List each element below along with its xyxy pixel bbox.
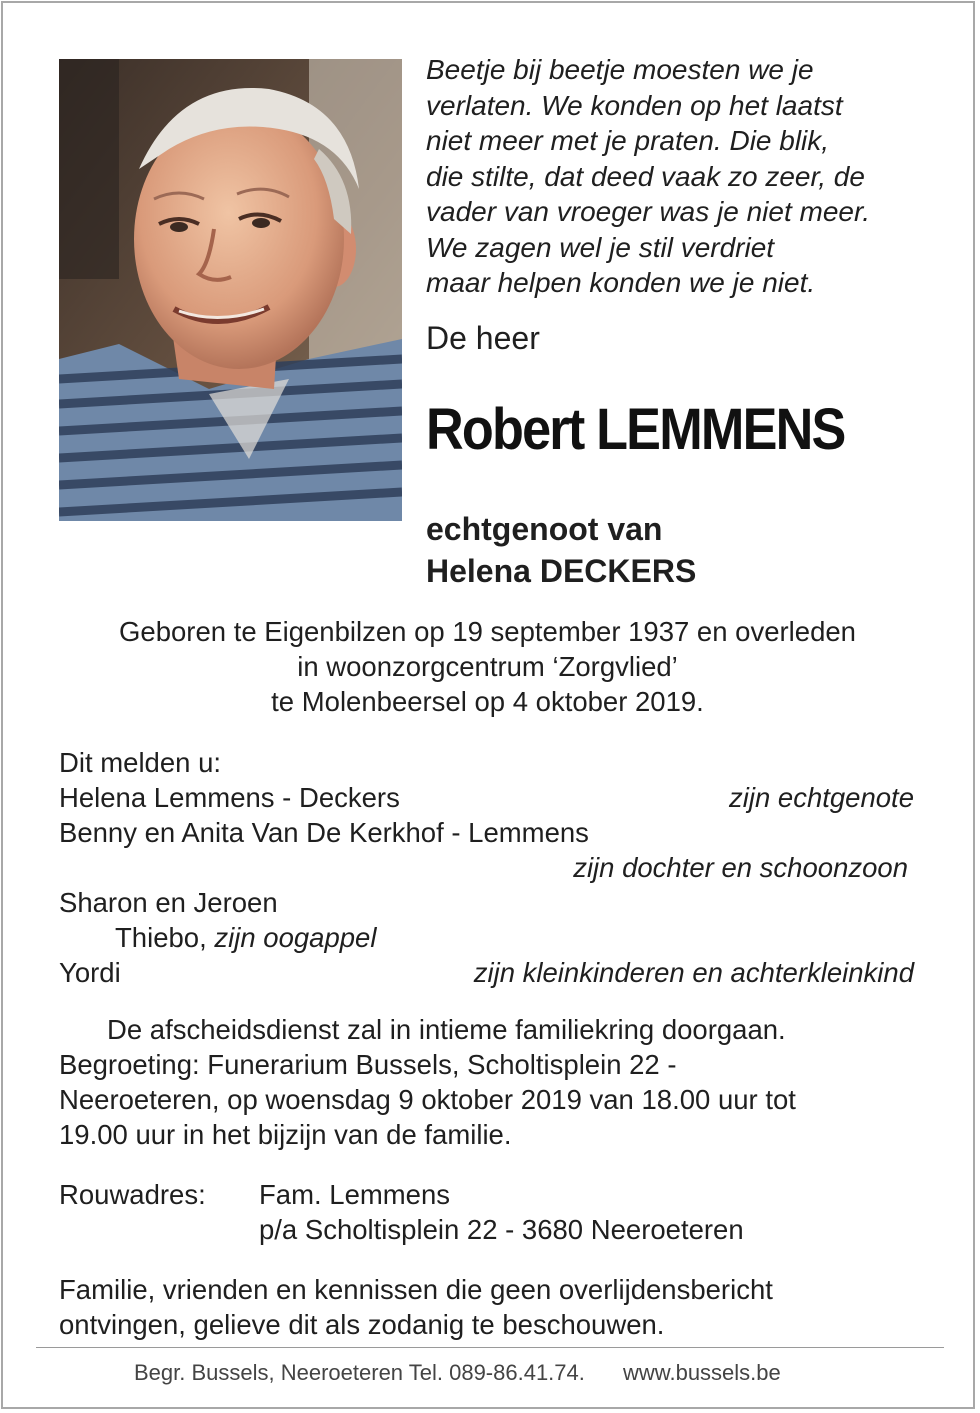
footer-divider (36, 1347, 944, 1348)
family-member-name: Thiebo, (115, 922, 207, 953)
address-line: p/a Scholtisplein 22 - 3680 Neeroeteren (259, 1214, 744, 1245)
address-line: Fam. Lemmens (259, 1179, 451, 1210)
portrait-illustration (59, 59, 402, 521)
family-intro: Dit melden u: (59, 747, 222, 778)
service-line: Neeroeteren, op woensdag 9 oktober 2019 van 18.00 uur tot (59, 1084, 796, 1115)
service-info (59, 1012, 919, 1152)
address-lines (259, 1177, 744, 1247)
service-line: De afscheidsdienst zal in intieme familiekring doorgaan. (107, 1014, 786, 1045)
family-member-name: Yordi (59, 957, 121, 988)
family-member-relation-row (59, 850, 914, 885)
spouse-relation: echtgenoot van (426, 511, 663, 547)
family-member (59, 780, 914, 815)
poem-line: We zagen wel je stil verdriet (426, 231, 775, 263)
closing-line: ontvingen, gelieve dit als zodanig te beschouwen. (59, 1309, 665, 1340)
family-member-name: Sharon en Jeroen (59, 887, 278, 918)
bio-line: Geboren te Eigenbilzen op 19 september 1937 en overleden (119, 616, 856, 647)
footer (134, 1360, 781, 1386)
address-label: Rouwadres: (59, 1179, 206, 1210)
family-member (59, 885, 914, 920)
family-member-relation: zijn echtgenote (729, 782, 914, 813)
family-list (59, 745, 914, 990)
spouse-block (426, 508, 696, 592)
family-member-name: Benny en Anita Van De Kerkhof - Lemmens (59, 817, 589, 848)
poem-line: niet meer met je praten. Die blik, (426, 125, 830, 156)
poem-line: maar helpen konden we je niet. (426, 267, 816, 298)
footer-contact: Begr. Bussels, Neeroeteren Tel. 089-86.41.74. (134, 1360, 585, 1385)
footer-website-link[interactable]: www.bussels.be (623, 1360, 781, 1385)
closing-line: Familie, vrienden en kennissen die geen overlijdensbericht (59, 1274, 773, 1305)
poem-line: Beetje bij beetje moesten we je (426, 54, 814, 85)
bio-line: te Molenbeersel op 4 oktober 2019. (271, 686, 704, 717)
memorial-poem (426, 52, 946, 301)
family-member (59, 955, 914, 990)
family-member-relation: zijn oogappel (214, 922, 377, 953)
poem-line: verlaten. We konden op het laatst (426, 89, 843, 121)
service-line: 19.00 uur in het bijzijn van de familie. (59, 1119, 512, 1150)
service-line: Begroeting: Funerarium Bussels, Scholtisplein 22 - (59, 1049, 677, 1080)
family-member (59, 920, 914, 955)
birth-death-info (40, 614, 935, 719)
closing-note (59, 1272, 919, 1342)
salutation: De heer (426, 320, 540, 356)
family-member-relation: zijn kleinkinderen en achterkleinkind (473, 957, 914, 988)
portrait-photo (59, 59, 402, 521)
poem-line: vader van vroeger was je niet meer. (426, 196, 871, 227)
deceased-name: Robert LEMMENS (426, 397, 845, 462)
bio-line: in woonzorgcentrum ‘Zorgvlied’ (297, 651, 678, 682)
spouse-name: Helena DECKERS (426, 553, 697, 589)
family-member (59, 815, 914, 850)
family-member-name: Helena Lemmens - Deckers (59, 782, 400, 813)
poem-line: die stilte, dat deed vaak zo zeer, de (426, 160, 865, 192)
family-member-relation: zijn dochter en schoonzoon (573, 852, 908, 883)
